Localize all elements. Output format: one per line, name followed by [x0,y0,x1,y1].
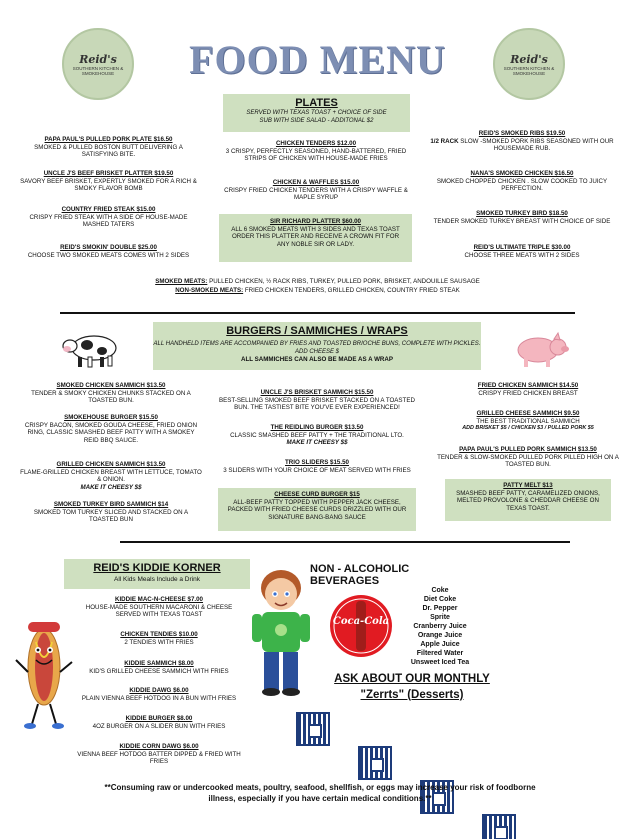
plate-item [216,179,416,202]
divider [120,541,570,543]
burgers-sub-1: ALL HANDHELD ITEMS ARE ACCOMPANIED BY FRIES AND TOASTED BRIOCHE BUNS, COMPLETE WITH PICKLES. [153,341,481,347]
kids-item [74,596,244,619]
plate-item-name: CHICKEN TENDERS $12.00 [275,140,357,147]
qr-code[interactable] [296,712,330,746]
cow-icon [62,328,124,370]
non-smoked-meats-line [60,287,575,295]
burger-item [433,410,623,433]
burgers-panel [153,322,481,370]
burgers-sub-2: ADD CHEESE $ [294,349,339,355]
kids-item-name: KIDDIE MAC-N-CHEESE $7.00 [114,596,204,603]
plate-item-desc: CHOOSE THREE MEATS WITH 2 SIDES [464,251,580,259]
beverage-item: Unsweet Iced Tea [410,659,470,666]
kids-item-desc: KID'S GRILLED CHEESE SAMMICH WITH FRIES [89,667,229,675]
plate-item-desc: ALL 6 SMOKED MEATS WITH 3 SIDES AND TEXAS TOAST ORDER THIS PLATTER AND RECEIVE A CROWN FIT FOR ANY NOBLE SIR OR LADY. [231,225,400,248]
burgers-sub-3: ALL SAMMICHES CAN ALSO BE MADE AS A WRAP [241,356,393,363]
burger-item-name: GRILLED CHICKEN SAMMICH $13.50 [56,461,166,468]
kids-sub: All Kids Meals Include a Drink [114,576,200,583]
burger-item-name: SMOKED TURKEY BIRD SAMMICH $14 [53,501,169,508]
burger-item-desc: THE BEST TRADITIONAL SAMMICH [476,417,580,425]
kids-item-desc: PLAIN VIENNA BEEF HOTDOG IN A BUN WITH FRIES [81,694,237,702]
non-smoked-meats-list: FRIED CHICKEN TENDERS, GRILLED CHICKEN, COUNTRY FRIED STEAK [243,287,460,294]
kids-item-desc: VIENNA BEEF HOTDOG BATTER DIPPED & FRIED WITH FRIES [77,750,241,766]
logo-brand: Reid's [510,52,548,66]
logo-tagline: SOUTHERN KITCHEN & SMOKEHOUSE [503,65,555,76]
logo-tagline: SOUTHERN KITCHEN & SMOKEHOUSE [72,65,124,76]
burger-item-desc: CRISPY FRIED CHICKEN BREAST [478,389,578,397]
smoked-meats-list: PULLED CHICKEN, ½ RACK RIBS, TURKEY, PULLED PORK, BRISKET, ANDOUILLE SAUSAGE [207,278,480,285]
plate-item-desc: SMOKED & PULLED BOSTON BUTT DELIVERING A SATISFYING BITE. [34,143,183,159]
burger-item [218,389,416,412]
kids-item-name: KIDDIE BURGER $8.00 [125,715,193,722]
plate-item [422,210,622,225]
burger-item-desc: FLAME-GRILLED CHICKEN BREAST WITH LETTUCE, TOMATO & ONION. [20,468,202,484]
plates-heading: PLATES [295,97,338,109]
burger-item-desc: SMOKED TOM TURKEY SLICED AND STACKED ON A TOASTED BUN [33,508,189,524]
beverage-list [400,586,480,667]
kids-item [74,631,244,646]
burger-item [433,446,623,469]
beverage-item: Diet Coke [423,596,457,603]
plate-item-name: REID'S SMOKED RIBS $19.50 [478,130,566,137]
burger-item-name: CHEESE CURD BURGER $15 [274,491,360,498]
plates-sub-2: SUB WITH SIDE SALAD - ADDITONAL $2 [259,118,374,124]
beverage-item: Orange Juice [417,632,463,639]
kids-item-name: KIDDIE SAMMICH $8.00 [124,660,194,667]
burger-item-name: SMOKED CHICKEN SAMMICH $13.50 [56,382,166,389]
burger-item-note: MAKE IT CHEESY $$ [286,439,348,447]
burger-special-right [445,479,611,521]
smoked-meats-line [60,278,575,286]
beverage-item: Cranberry Juice [413,623,467,630]
plates-panel [223,94,410,132]
plate-item-desc: SMOKED CHOPPED CHICKEN . SLOW COOKED TO JUICY PERFECTION. [436,177,608,193]
burger-item-name: GRILLED CHEESE SAMMICH $9.50 [476,410,580,417]
burger-item [218,459,416,474]
burger-item-desc: CRISPY BACON, SMOKED GOUDA CHEESE, FRIED ONION RING, CLASSIC SMASHED BEEF PATTY WITH A SMOKEY REID BBQ SAUCE. [24,421,198,444]
plate-item-desc: SAVORY BEEF BRISKET, EXPERTLY SMOKED FOR A RICH & SMOKY FLAVOR BOMB [20,177,197,193]
plate-item-prefix: 1/2 RACK [430,137,459,145]
burger-item [433,382,623,397]
logo-left [62,28,134,100]
plate-item [216,140,416,163]
qr-code[interactable] [358,746,392,780]
plate-item-name: REID'S ULTIMATE TRIPLE $30.00 [473,244,571,251]
plate-item-name: COUNTRY FRIED STEAK $15.00 [61,206,156,213]
beverage-item: Dr. Pepper [422,605,458,612]
logo-brand: Reid's [79,52,117,66]
beverage-item: Apple Juice [420,641,460,648]
burger-item-note: ADD BRISKET $5 / CHICKEN $3 / PULLED PORK $5 [462,425,594,432]
burger-item-desc: TENDER & SMOKY CHICKEN CHUNKS STACKED ON A TOASTED BUN. [31,389,191,405]
beverage-item: Coke [431,587,449,594]
kids-item [74,715,244,730]
plate-item [16,136,201,159]
burger-special [218,488,416,531]
plate-item [16,244,201,259]
burger-item-name: UNCLE J'S BRISKET SAMMICH $15.50 [260,389,374,396]
plate-item-name: UNCLE J'S BEEF BRISKET PLATTER $19.50 [43,170,174,177]
burger-item-desc: 3 SLIDERS WITH YOUR CHOICE OF MEAT SERVED WITH FRIES [223,466,411,474]
kids-panel [64,559,250,589]
burger-item [20,461,202,491]
pig-icon [508,330,572,370]
burger-item [20,414,202,444]
kids-heading: REID'S KIDDIE KORNER [93,562,221,574]
plate-item-desc: CHOOSE TWO SMOKED MEATS COMES WITH 2 SIDES [27,251,190,259]
kids-item [74,743,244,766]
plate-item-desc: CRISPY FRIED CHICKEN TENDERS WITH A CRISPY WAFFLE & MAPLE SYRUP [224,186,408,202]
burger-item-note: MAKE IT CHEESY $$ [80,483,142,491]
kids-item-name: KIDDIE CORN DAWG $6.00 [119,743,199,750]
plate-item-desc: TENDER SMOKED TURKEY BREAST WITH CHOICE OF SIDE [433,217,611,225]
plate-item-name: NANA'S SMOKED CHICKEN $16.50 [470,170,574,177]
burger-item-desc: CLASSIC SMASHED BEEF PATTY + THE TRADITIONAL LTO. [230,431,404,439]
beverage-item: Sprite [430,614,450,621]
burger-item-name: THE REIDLING BURGER $13.50 [270,424,364,431]
burger-item-name: FRIED CHICKEN SAMMICH $14.50 [477,382,579,389]
kids-item-desc: HOUSE-MADE SOUTHERN MACARONI & CHEESE SERVED WITH TEXAS TOAST [85,603,233,619]
burger-item-name: PATTY MELT $13 [503,482,553,489]
plate-item [16,170,201,193]
kids-item-name: CHICKEN TENDIES $10.00 [120,631,198,638]
burger-item-name: SMOKEHOUSE BURGER $15.50 [64,414,158,421]
plate-item-name: SIR RICHARD PLATTER $60.00 [270,218,361,225]
plate-item [16,206,201,229]
plate-item-desc: SLOW -SMOKED PORK RIBS SEASONED WITH OUR HOUSEMADE RUB. [460,137,614,153]
kids-item [74,687,244,702]
non-smoked-meats-label: NON-SMOKED MEATS: [175,287,244,294]
coca-cola-logo-text: Coca-Cola [332,616,390,627]
plate-item [422,244,622,259]
burger-item-name: TRIO SLIDERS $15.50 [285,459,349,466]
kids-item-name: KIDDIE DAWG $6.00 [129,687,189,694]
divider [60,312,575,314]
monthly-line-1: ASK ABOUT OUR MONTHLY [334,673,490,685]
plate-item-name: REID'S SMOKIN' DOUBLE $25.00 [60,244,157,251]
plate-item-desc: 3 CRISPY, PERFECTLY SEASONED, HAND-BATTERED, FRIED STRIPS OF CHICKEN WITH HOUSE-MADE FRIES [225,147,407,163]
beverages-heading: NON - ALCOHOLIC BEVERAGES [310,563,410,587]
footer-disclaimer: **Consuming raw or undercooked meats, poultry, seafood, shellfish, or eggs may increase your risk of foodborne illness, especially if you have certain medical conditions.** [104,783,536,803]
page-title: FOOD MENU [189,37,446,82]
beverage-item: Filtered Water [416,650,464,657]
plate-item-name: SMOKED TURKEY BIRD $18.50 [476,210,568,217]
hotdog-mascot-icon [14,612,74,732]
plate-item-name: PAPA PAUL'S PULLED PORK PLATE $16.50 [44,136,173,143]
burger-item-name: PAPA PAUL'S PULLED PORK SAMMICH $13.50 [459,446,597,453]
burgers-heading: BURGERS / SAMMICHES / WRAPS [226,325,408,337]
plate-item-name: CHICKEN & WAFFLES $15.00 [272,179,360,186]
plate-special [219,214,412,262]
smoked-meats-label: SMOKED MEATS: [155,278,208,285]
kids-item-desc: 2 TENDIES WITH FRIES [124,638,194,646]
burger-item-desc: ALL-BEEF PATTY TOPPED WITH PEPPER JACK CHEESE, PACKED WITH FRIED CHEESE CURDS DRIZZLED WITH OUR SIGNATURE BANG-BANG SAUCE [227,498,407,521]
kids-item [74,660,244,675]
plate-item-desc: CRISPY FRIED STEAK WITH A SIDE OF HOUSE-MADE MASHED TATERS [29,213,188,229]
plate-item [422,130,622,153]
kids-item-desc: 4OZ BURGER ON A SLIDER BUN WITH FRIES [92,722,226,730]
burger-item [20,501,202,524]
logo-right [493,28,565,100]
burger-item-desc: BEST-SELLING SMOKED BEEF BRISKET STACKED ON A TOASTED BUN. THE TASTIEST BITE YOU'VE EVER EXPERIENCED! [219,396,415,412]
plates-sub-1: SERVED WITH TEXAS TOAST + CHOICE OF SIDE [246,110,387,116]
burger-item [20,382,202,405]
qr-code[interactable] [482,814,516,839]
burger-item-desc: SMASHED BEEF PATTY, CARAMELIZED ONIONS, MELTED PROVOLONE & CHEDDAR CHEESE ON TEXAS TOAST. [456,489,600,512]
monthly-line-2: "Zerrts" (Desserts) [360,689,464,701]
burger-item-desc: TENDER & SLOW-SMOKED PULLED PORK PILLED HIGH ON A TOASTED BUN. [437,453,619,469]
plate-item [422,170,622,193]
burger-item [218,424,416,447]
